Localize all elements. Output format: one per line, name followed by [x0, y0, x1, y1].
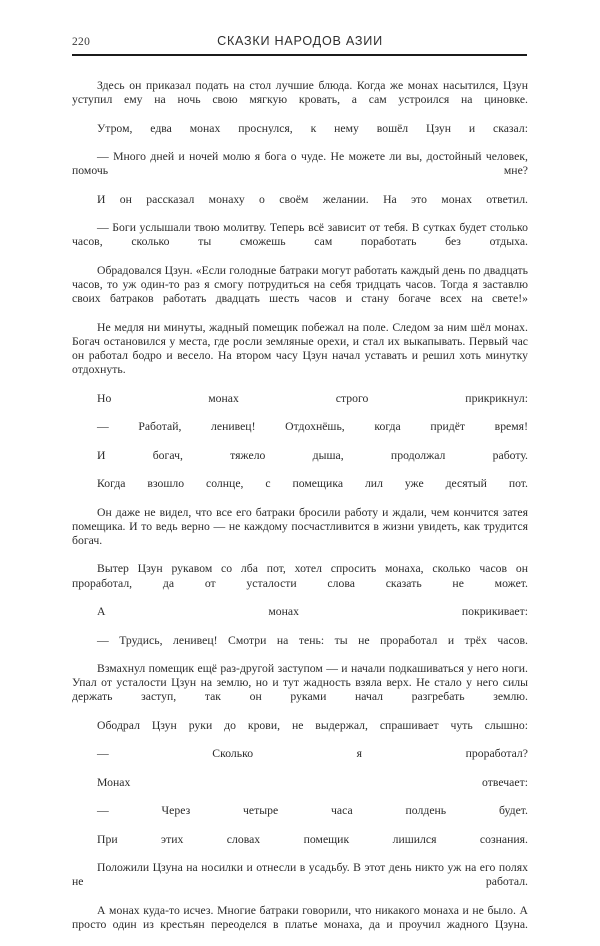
paragraph: Положили Цзуна на носилки и отнесли в усадьбу. В этот день никто уж на его полях не работал.	[72, 861, 528, 889]
paragraph: — Работай, ленивец! Отдохнёшь, когда придёт время!	[97, 420, 528, 434]
paragraph: Не медля ни минуты, жадный помещик побежал на поле. Следом за ним шёл монах. Богач остановился у места, где росли земляные орехи, и стал их выкапывать. Первый час он работал бодро и весело. На втором часу Цзун начал уставать и решил хоть минутку отдохнуть.	[72, 320, 528, 377]
paragraph: — Через четыре часа полдень будет.	[97, 804, 528, 818]
paragraph: Но монах строго прикрикнул:	[97, 391, 528, 405]
paragraph: — Боги услышали твою молитву. Теперь всё зависит от тебя. В сутках будет столько часов, сколько ты сможешь сам поработать без отдыха.	[72, 221, 528, 249]
paragraph: И он рассказал монаху о своём желании. На это монах ответил.	[97, 192, 528, 206]
running-title: СКАЗКИ НАРОДОВ АЗИИ	[217, 34, 383, 48]
paragraph: Вытер Цзун рукавом со лба пот, хотел спросить монаха, сколько часов он проработал, да от усталости слова сказать не может.	[72, 562, 528, 590]
paragraph: Когда взошло солнце, с помещика лил уже десятый пот.	[97, 477, 528, 491]
header-divider	[72, 54, 527, 56]
paragraph: А монах покрикивает:	[97, 605, 528, 619]
body-text	[72, 79, 528, 946]
paragraph: — Сколько я проработал?	[97, 747, 528, 761]
running-head	[72, 34, 528, 56]
paragraph: А монах куда-то исчез. Многие батраки говорили, что никакого монаха и не было. А просто один из крестьян переоделся в платье монаха, да и проучил жадного Цзуна.	[72, 903, 528, 931]
paragraph: — Трудись, ленивец! Смотри на тень: ты не проработал и трёх часов.	[97, 633, 528, 647]
paragraph: Взмахнул помещик ещё раз-другой заступом — и начали подкашиваться у него ноги. Упал от усталости Цзун на землю, но и тут жадность взяла верх. Не стало у него силы держать заступ, так он руками начал разгребать землю.	[72, 661, 528, 704]
paragraph: Утром, едва монах проснулся, к нему вошёл Цзун и сказал:	[97, 121, 528, 135]
page-number: 220	[72, 36, 91, 48]
paragraph: Монах отвечает:	[97, 775, 528, 789]
paragraph: Здесь он приказал подать на стол лучшие блюда. Когда же монах насытился, Цзун уступил ему на ночь свою мягкую кровать, а сам устроился на циновке.	[72, 79, 528, 107]
paragraph: И богач, тяжело дыша, продолжал работу.	[97, 448, 528, 462]
paragraph: Обрадовался Цзун. «Если голодные батраки могут работать каждый день по двадцать часов, то уж один-то раз я смогу потрудиться на себя тридцать часов. Тогда я заставлю своих батраков работать двадцать шесть часов и стану богаче всех на свете!»	[72, 263, 528, 306]
paragraph: При этих словах помещик лишился сознания.	[97, 832, 528, 846]
paragraph: Он даже не видел, что все его батраки бросили работу и ждали, чем кончится затея помещика. И то ведь верно — не каждому посчастливится в жизни увидеть, как трудится богач.	[72, 505, 528, 547]
paragraph: Ободрал Цзун руки до крови, не выдержал, спрашивает чуть слышно:	[97, 718, 528, 732]
paragraph: — Много дней и ночей молю я бога о чуде. Не можете ли вы, достойный человек, помочь мне?	[72, 150, 528, 178]
